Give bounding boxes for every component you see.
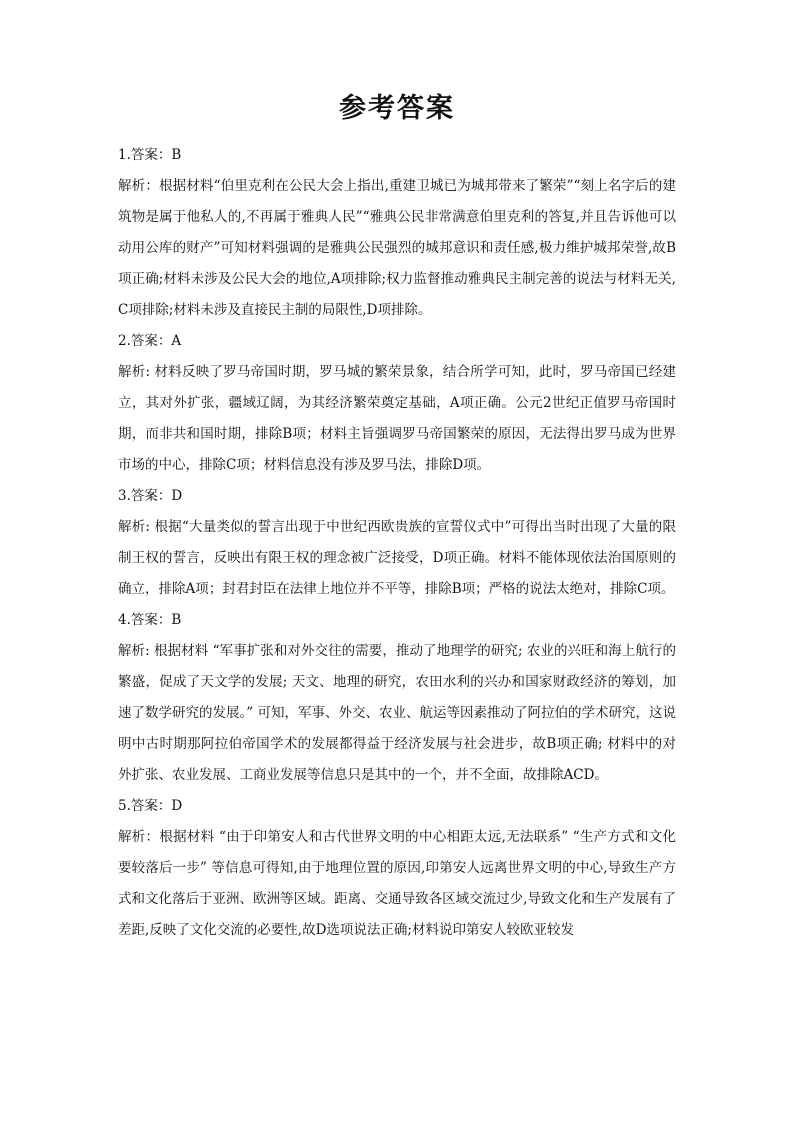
- analysis-paragraph: 解析: 根据材料 “军事扩张和对外交往的需要，推动了地理学的研究; 农业的兴旺和海上航行的繁盛，促成了天文学的发展; 天文、地理的研究，农田水利的兴办和国家财政经济的筹划，加速了数学研究的发展。” 可知，军事、外交、农业、航运等因素推动了阿拉伯的学术研究，这说明中古时期那阿拉伯帝国学术的发展都得益于经济发展与社会进步，故B项正确; 材料中的对外扩张、农业发展、工商业发展等信息只是其中的一个，并不全面，故排除ACD。: [118, 643, 676, 783]
- analysis-paragraph: 解析：根据材料“伯里克利在公民大会上指出,重建卫城已为城邦带来了繁荣”“刻上名字后的建筑物是属于他私人的,不再属于雅典人民”“雅典公民非常满意伯里克利的答复,并且告诉他可以动用公库的财产”可知材料强调的是雅典公民强烈的城邦意识和责任感,极力维护城邦荣誉,故B项正确;材料未涉及公民大会的地位,A项排除;权力监督推动雅典民主制完善的说法与材料无关,C项排除;材料未涉及直接民主制的局限性,D项排除。: [118, 178, 676, 318]
- analysis-paragraph: 解析: 根据“大量类似的誓言出现于中世纪西欧贵族的宣誓仪式中”可得出当时出现了大量的限制王权的誓言，反映出有限王权的理念被广泛接受，D项正确。材料不能体现依法治国原则的确立，排除A项；封君封臣在法律上地位并不平等，排除B项；严格的说法太绝对，排除C项。: [118, 519, 676, 597]
- answer-item-2: [118, 326, 676, 481]
- answer-item-4: [118, 605, 676, 791]
- page-title: 参考答案: [339, 93, 455, 124]
- analysis-paragraph: 解析：根据材料 “由于印第安人和古代世界文明的中心相距太远,无法联系” “生产方式和文化要较落后一步” 等信息可得知,由于地理位置的原因,印第安人远离世界文明的中心,导致生产方式和文化落后于亚洲、欧洲等区域。距离、交通导致各区域交流过少,导致文化和生产发展有了差距,反映了文化交流的必要性,故D选项说法正确;材料说印第安人较欧亚较发: [118, 829, 676, 938]
- analysis-paragraph: 解析: 材料反映了罗马帝国时期，罗马城的繁荣景象，结合所学可知，此时，罗马帝国已经建立，其对外扩张，疆域辽阔，为其经济繁荣奠定基础，A项正确。公元2世纪正值罗马帝国时期，而非共和国时期，排除B项；材料主旨强调罗马帝国繁荣的原因，无法得出罗马成为世界市场的中心，排除C项；材料信息没有涉及罗马法，排除D项。: [118, 364, 676, 473]
- answer-item-3: [118, 481, 676, 605]
- answer-line: 4.答案：B: [118, 612, 182, 628]
- answer-line: 2.答案：A: [118, 333, 182, 349]
- answer-line: 3.答案：D: [118, 488, 183, 504]
- answer-line: 5.答案：D: [118, 798, 183, 814]
- answer-item-1: [118, 140, 676, 326]
- answer-line: 1.答案：B: [118, 147, 182, 163]
- answer-item-5: [118, 791, 676, 946]
